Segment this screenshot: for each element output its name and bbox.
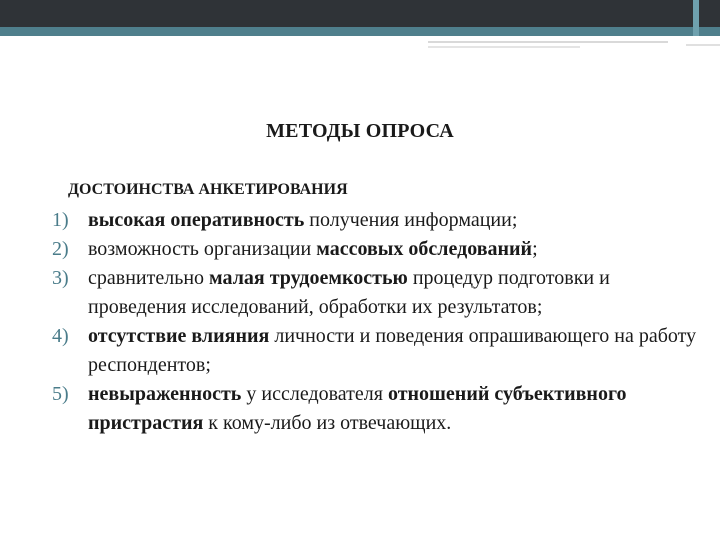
accent-decorative-stripe	[693, 0, 699, 36]
list-item-text: процедур подготовки и проведения исследований, обработки их результатов;	[88, 267, 610, 318]
top-decorative-bar	[0, 0, 720, 27]
slide-title	[0, 120, 720, 143]
list-item-text: сравнительно	[88, 267, 210, 289]
decorative-line	[428, 41, 668, 43]
advantages-list	[0, 206, 700, 438]
list-item-text: возможность организации	[88, 238, 317, 260]
section-subtitle: ДОСТОИНСТВА АНКЕТИРОВАНИЯ	[68, 181, 348, 198]
list-item-text: у исследователя	[241, 383, 388, 405]
list-item	[0, 206, 700, 235]
list-item-text: к кому-либо из отвечающих.	[203, 412, 452, 434]
list-item-number: 4)	[52, 325, 69, 347]
list-item	[0, 380, 700, 438]
list-item	[0, 322, 700, 380]
list-item-text: личности и поведения опрашивающего на работу респондентов;	[88, 325, 697, 376]
list-item-text-bold: отношений субъективного пристрастия	[88, 383, 627, 434]
list-item-number: 2)	[52, 238, 69, 260]
list-item-text-bold: малая трудоемкостью	[209, 267, 408, 289]
list-item	[0, 264, 700, 322]
list-item-text: ;	[532, 238, 538, 260]
list-item-number: 3)	[52, 267, 69, 289]
decorative-line	[686, 44, 720, 46]
slide-title-text: МЕТОДЫ ОПРОСА	[266, 120, 454, 142]
list-item-text-bold: отсутствие влияния	[88, 325, 270, 347]
list-item-number: 5)	[52, 383, 69, 405]
list-item-text-bold: высокая оперативность	[88, 209, 305, 231]
list-item-number: 1)	[52, 209, 69, 231]
decorative-line	[428, 46, 580, 48]
list-item-text-bold: невыраженность	[88, 383, 242, 405]
list-item-text: получения информации;	[304, 209, 518, 231]
teal-decorative-band	[0, 27, 720, 36]
list-item	[0, 235, 700, 264]
list-item-text-bold: массовых обследований	[316, 238, 533, 260]
